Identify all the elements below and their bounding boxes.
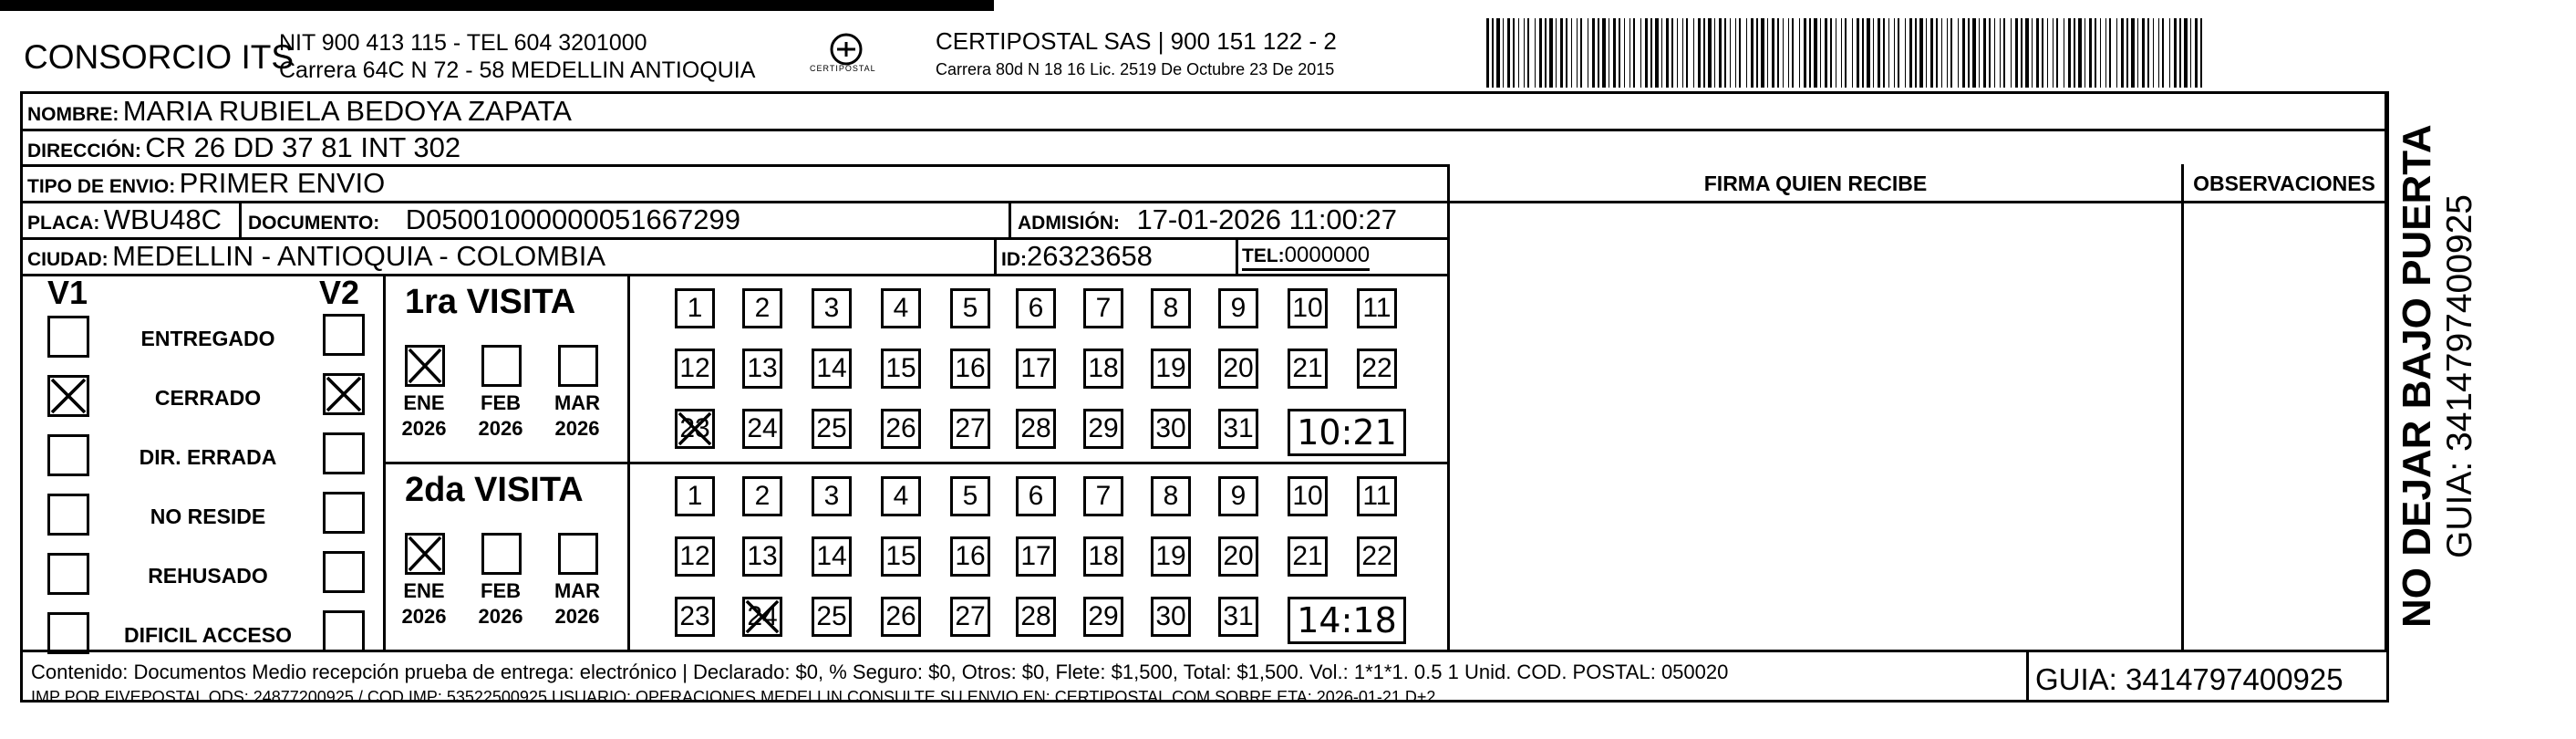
day-box-26[interactable]: 26 xyxy=(881,409,921,449)
barcode-bar xyxy=(2131,18,2135,88)
barcode-bar xyxy=(2121,18,2124,88)
day-box-17[interactable]: 17 xyxy=(1016,349,1056,389)
barcode-bar xyxy=(2074,18,2075,88)
id-value: 26323658 xyxy=(1027,240,1153,272)
v1-header: V1 xyxy=(47,274,88,311)
status-label: DIFICIL ACCESO xyxy=(123,623,292,647)
barcode-bar xyxy=(1496,18,1500,88)
day-box-22[interactable]: 22 xyxy=(1357,536,1397,577)
barcode-bar xyxy=(1592,18,1595,88)
barcode-bar xyxy=(1624,18,1625,88)
placa-label: PLACA: xyxy=(27,213,100,234)
barcode-bar xyxy=(1919,18,1923,88)
documento-cell xyxy=(248,203,740,236)
day-box-24[interactable]: 24 xyxy=(742,409,782,449)
v1-checkbox-1[interactable] xyxy=(47,375,89,417)
barcode-bar xyxy=(1947,18,1948,88)
day-box-28[interactable]: 28 xyxy=(1016,409,1056,449)
barcode-bar xyxy=(1686,18,1688,88)
documento-value: D05001000000051667299 xyxy=(405,203,740,235)
ciudad-label: CIUDAD: xyxy=(27,249,109,270)
barcode-bar xyxy=(1513,18,1515,88)
barcode-bar xyxy=(1809,18,1811,88)
day-box-13[interactable]: 13 xyxy=(742,349,782,389)
day-box-18[interactable]: 18 xyxy=(1083,349,1123,389)
day-box-15[interactable]: 15 xyxy=(881,536,921,577)
day-box-16[interactable]: 16 xyxy=(950,536,990,577)
barcode-bar xyxy=(1730,18,1731,88)
direccion-label: DIRECCIÓN: xyxy=(27,141,141,161)
barcode-bar xyxy=(2169,18,2170,88)
barcode-bar xyxy=(1883,18,1885,88)
status-label: ENTREGADO xyxy=(140,327,275,350)
firma-header: FIRMA QUIEN RECIBE xyxy=(1703,172,1928,195)
check-x-icon xyxy=(326,376,362,412)
barcode-bar xyxy=(2116,18,2117,88)
barcode-bar xyxy=(2137,18,2138,88)
barcode-bar xyxy=(2195,18,2198,88)
day-box-9[interactable]: 9 xyxy=(1218,288,1258,328)
company-address: Carrera 64C N 72 - 58 MEDELLIN ANTIOQUIA xyxy=(279,57,756,83)
day-box-7[interactable]: 7 xyxy=(1083,476,1123,516)
barcode-bar xyxy=(1714,18,1715,88)
barcode-bar xyxy=(2032,18,2033,88)
v2-checkbox-4[interactable] xyxy=(323,551,365,593)
day-box-19[interactable]: 19 xyxy=(1151,536,1191,577)
barcode-bar xyxy=(1830,18,1832,88)
barcode-bar xyxy=(2047,18,2048,88)
barcode-bar xyxy=(1926,18,1927,88)
month-checkbox[interactable] xyxy=(405,533,445,575)
check-x-icon xyxy=(678,411,712,446)
tel-label: TEL: xyxy=(1242,245,1285,266)
barcode-bar xyxy=(1772,18,1774,88)
barcode-bar xyxy=(1486,18,1489,88)
barcode-bar xyxy=(1535,18,1536,88)
month-year: 2026 xyxy=(478,605,523,628)
ciudad-cell xyxy=(27,240,605,273)
month-year: 2026 xyxy=(401,605,447,628)
barcode-bar xyxy=(2142,18,2145,88)
company-info xyxy=(279,29,755,84)
company-name: CONSORCIO ITS xyxy=(24,38,295,76)
day-box-14[interactable]: 14 xyxy=(812,536,852,577)
barcode-bar xyxy=(1560,18,1563,88)
barcode-bar xyxy=(1492,18,1494,88)
barcode-bar xyxy=(1862,18,1864,88)
v1-checkbox-3[interactable] xyxy=(47,494,89,536)
placa-value: WBU48C xyxy=(103,203,222,235)
month-checkbox[interactable] xyxy=(481,345,522,387)
barcode-bar xyxy=(1693,18,1694,88)
observaciones-header: OBSERVACIONES xyxy=(2193,172,2375,195)
barcode-bar xyxy=(1804,18,1806,88)
day-box-30[interactable]: 30 xyxy=(1151,409,1191,449)
barcode-bar xyxy=(1968,18,1970,88)
barcode-bar xyxy=(1799,18,1800,88)
barcode-bar xyxy=(1989,18,1991,88)
barcode-bar xyxy=(1527,18,1529,88)
barcode-bar xyxy=(2056,18,2058,88)
barcode-bar xyxy=(1777,18,1779,88)
day-box-20[interactable]: 20 xyxy=(1218,349,1258,389)
barcode-bar xyxy=(1962,18,1965,88)
day-box-22[interactable]: 22 xyxy=(1357,349,1397,389)
barcode-bar xyxy=(1633,18,1635,88)
barcode-bar xyxy=(1708,18,1712,88)
barcode-bar xyxy=(1994,18,1995,88)
barcode-bar xyxy=(1577,18,1578,88)
tipo-value: PRIMER ENVIO xyxy=(179,167,386,199)
check-x-icon xyxy=(50,378,87,414)
barcode-bar xyxy=(2036,18,2039,88)
barcode-bar xyxy=(1751,18,1754,88)
barcode-bar xyxy=(1841,18,1842,88)
status-label: CERRADO xyxy=(154,386,262,410)
day-box-2[interactable]: 2 xyxy=(742,476,782,516)
frame-divider xyxy=(2385,91,2387,650)
barcode-bar xyxy=(1867,18,1870,88)
barcode-bar xyxy=(1894,18,1895,88)
barcode-bar xyxy=(1661,18,1662,88)
barcode-bar xyxy=(2105,18,2106,88)
barcode-bar xyxy=(2190,18,2191,88)
certipostal-logo-icon xyxy=(819,29,874,84)
barcode-bar xyxy=(1888,18,1889,88)
barcode-bar xyxy=(1767,18,1768,88)
ciudad-value: MEDELLIN - ANTIOQUIA - COLOMBIA xyxy=(112,240,605,272)
month-label xyxy=(392,578,456,630)
barcode-bar xyxy=(1703,18,1705,88)
barcode-bar xyxy=(2021,18,2023,88)
barcode-bar xyxy=(1613,18,1616,88)
visit-time[interactable]: 14:18 xyxy=(1288,597,1406,644)
barcode-bar xyxy=(2053,18,2054,88)
day-box-9[interactable]: 9 xyxy=(1218,476,1258,516)
barcode-bar xyxy=(2078,18,2082,88)
day-box-6[interactable]: 6 xyxy=(1016,288,1056,328)
footer-impresion: IMP POR FIVEPOSTAL ODS: 24877200925 / COD.IMP: 53522500925 USUARIO: OPERACIONES MEDELLIN CONSULTE SU ENVIO EN: CERTIPOSTAL.COM SOBRE ETA: 2026-01-21 D+2 xyxy=(31,688,1436,706)
day-box-31[interactable]: 31 xyxy=(1218,409,1258,449)
barcode-bar xyxy=(1983,18,1986,88)
barcode-bar xyxy=(1788,18,1789,88)
barcode-bar xyxy=(1746,18,1747,88)
barcode-bar xyxy=(2011,18,2012,88)
admision-cell xyxy=(1018,203,1397,236)
day-box-15[interactable]: 15 xyxy=(881,349,921,389)
barcode-bar xyxy=(1655,18,1659,88)
admision-value: 17-01-2026 11:00:27 xyxy=(1136,203,1398,235)
barcode-bar xyxy=(1549,18,1553,88)
v1-checkbox-2[interactable] xyxy=(47,434,89,476)
day-box-3[interactable]: 3 xyxy=(812,476,852,516)
nombre-value: MARIA RUBIELA BEDOYA ZAPATA xyxy=(122,95,572,127)
barcode-bar xyxy=(2109,18,2111,88)
v2-header: V2 xyxy=(319,274,360,311)
logo-text: CERTIPOSTAL xyxy=(810,64,876,73)
v2-checkbox-2[interactable] xyxy=(323,432,365,474)
month-name: MAR xyxy=(553,579,601,602)
day-box-12[interactable]: 12 xyxy=(675,349,715,389)
barcode-bar xyxy=(1972,18,1976,88)
tipo-label: TIPO DE ENVIO: xyxy=(27,176,176,197)
barcode-bar xyxy=(1666,18,1669,88)
barcode-bar xyxy=(1792,18,1794,88)
check-x-icon xyxy=(408,536,442,572)
barcode-bar xyxy=(1852,18,1853,88)
barcode-bar xyxy=(1878,18,1880,88)
day-box-23[interactable]: 23 xyxy=(675,409,715,449)
day-box-5[interactable]: 5 xyxy=(950,476,990,516)
month-checkbox[interactable] xyxy=(405,345,445,387)
month-label xyxy=(469,578,533,630)
barcode-bar xyxy=(2147,18,2149,88)
barcode-bar xyxy=(2003,18,2005,88)
barcode-bar xyxy=(1724,18,1726,88)
visit-time[interactable]: 10:21 xyxy=(1288,409,1406,456)
day-box-31[interactable]: 31 xyxy=(1218,597,1258,637)
v2-checkbox-0[interactable] xyxy=(323,314,365,356)
barcode-bar xyxy=(2158,18,2159,88)
month-label xyxy=(545,578,609,630)
day-box-16[interactable]: 16 xyxy=(950,349,990,389)
barcode-bar xyxy=(1682,18,1683,88)
v2-checkbox-1[interactable] xyxy=(323,373,365,415)
top-border-bar xyxy=(0,0,994,11)
barcode-bar xyxy=(1825,18,1827,88)
day-box-8[interactable]: 8 xyxy=(1151,288,1191,328)
day-box-30[interactable]: 30 xyxy=(1151,597,1191,637)
month-year: 2026 xyxy=(401,417,447,440)
placa-cell xyxy=(27,203,222,236)
day-box-10[interactable]: 10 xyxy=(1288,476,1328,516)
barcode-bar xyxy=(1783,18,1784,88)
day-box-20[interactable]: 20 xyxy=(1218,536,1258,577)
barcode-bar xyxy=(1507,18,1510,88)
status-label: REHUSADO xyxy=(148,564,268,588)
id-cell xyxy=(1001,240,1153,273)
v2-checkbox-5[interactable] xyxy=(323,610,365,652)
barcode-bar xyxy=(2162,18,2164,88)
v2-checkbox-3[interactable] xyxy=(323,492,365,534)
barcode-bar xyxy=(1739,18,1741,88)
direccion-row xyxy=(27,131,460,164)
visit-title: 2da VISITA xyxy=(405,471,584,509)
id-label: ID: xyxy=(1001,249,1027,270)
month-checkbox[interactable] xyxy=(558,533,598,575)
day-box-10[interactable]: 10 xyxy=(1288,288,1328,328)
barcode-bar xyxy=(1524,18,1525,88)
firma-area[interactable] xyxy=(1450,203,2181,650)
barcode-bar xyxy=(1936,18,1938,88)
month-label xyxy=(545,390,609,442)
check-x-icon xyxy=(745,599,780,634)
barcode-bar xyxy=(2000,18,2001,88)
day-box-1[interactable]: 1 xyxy=(675,288,715,328)
v1-checkbox-5[interactable] xyxy=(47,612,89,654)
carrier-info: CERTIPOSTAL SAS | 900 151 122 - 2 xyxy=(936,27,1337,55)
barcode-bar xyxy=(2126,18,2128,88)
day-box-6[interactable]: 6 xyxy=(1016,476,1056,516)
company-nit: NIT 900 413 115 - TEL 604 3201000 xyxy=(279,30,647,56)
barcode-bar xyxy=(1645,18,1648,88)
barcode-bar xyxy=(2025,18,2029,88)
observaciones-area[interactable] xyxy=(2184,203,2385,650)
day-box-19[interactable]: 19 xyxy=(1151,349,1191,389)
barcode-bar xyxy=(2153,18,2154,88)
barcode-bar xyxy=(1571,18,1572,88)
visit-title: 1ra VISITA xyxy=(405,283,576,321)
barcode-bar xyxy=(1909,18,1912,88)
documento-label: DOCUMENTO: xyxy=(248,213,380,234)
v1-checkbox-0[interactable] xyxy=(47,316,89,358)
day-box-29[interactable]: 29 xyxy=(1083,597,1123,637)
status-label: DIR. ERRADA xyxy=(139,445,277,469)
barcode-bar xyxy=(1958,18,1959,88)
barcode-bar xyxy=(1735,18,1736,88)
barcode-bar xyxy=(1898,18,1899,88)
barcode-bar xyxy=(1873,18,1874,88)
month-year: 2026 xyxy=(554,605,600,628)
day-box-11[interactable]: 11 xyxy=(1357,288,1397,328)
admision-label: ADMISIÓN: xyxy=(1018,213,1120,234)
barcode-bar xyxy=(1905,18,1906,88)
nombre-row xyxy=(27,95,572,128)
day-box-3[interactable]: 3 xyxy=(812,288,852,328)
barcode-bar xyxy=(1845,18,1847,88)
barcode-bar xyxy=(2042,18,2043,88)
day-box-12[interactable]: 12 xyxy=(675,536,715,577)
barcode-bar xyxy=(1650,18,1652,88)
barcode-bar xyxy=(1602,18,1606,88)
month-name: MAR xyxy=(553,391,601,414)
barcode-bar xyxy=(1719,18,1722,88)
tel-value: 0000000 xyxy=(1284,243,1371,267)
barcode-bar xyxy=(1619,18,1620,88)
carrier-address: Carrera 80d N 18 16 Lic. 2519 De Octubre 23 De 2015 xyxy=(936,60,1335,78)
day-box-27[interactable]: 27 xyxy=(950,409,990,449)
barcode-bar xyxy=(1979,18,1980,88)
barcode-bar xyxy=(2015,18,2018,88)
day-box-25[interactable]: 25 xyxy=(812,409,852,449)
month-checkbox[interactable] xyxy=(558,345,598,387)
status-label: NO RESIDE xyxy=(150,505,266,528)
day-box-28[interactable]: 28 xyxy=(1016,597,1056,637)
direccion-value: CR 26 DD 37 81 INT 302 xyxy=(145,131,461,163)
barcode-bar xyxy=(1598,18,1599,88)
barcode-bar xyxy=(2200,18,2202,88)
day-box-5[interactable]: 5 xyxy=(950,288,990,328)
day-box-13[interactable]: 13 xyxy=(742,536,782,577)
day-box-8[interactable]: 8 xyxy=(1151,476,1191,516)
barcode-bar xyxy=(1761,18,1764,88)
month-label xyxy=(469,390,533,442)
month-name: FEB xyxy=(481,579,521,602)
barcode-bar xyxy=(1857,18,1859,88)
day-box-7[interactable]: 7 xyxy=(1083,288,1123,328)
barcode-bar xyxy=(2179,18,2181,88)
barcode xyxy=(1486,18,2207,88)
tel-cell xyxy=(1242,243,1370,271)
barcode-bar xyxy=(2095,18,2096,88)
barcode-bar xyxy=(1930,18,1933,88)
month-year: 2026 xyxy=(554,417,600,440)
barcode-bar xyxy=(1677,18,1678,88)
barcode-bar xyxy=(2100,18,2101,88)
check-x-icon xyxy=(408,348,442,384)
day-box-25[interactable]: 25 xyxy=(812,597,852,637)
barcode-bar xyxy=(1671,18,1673,88)
barcode-bar xyxy=(1629,18,1630,88)
day-box-17[interactable]: 17 xyxy=(1016,536,1056,577)
day-box-1[interactable]: 1 xyxy=(675,476,715,516)
barcode-bar xyxy=(1556,18,1557,88)
day-box-24[interactable]: 24 xyxy=(742,597,782,637)
barcode-bar xyxy=(1820,18,1821,88)
barcode-bar xyxy=(1915,18,1917,88)
barcode-bar xyxy=(1503,18,1504,88)
month-checkbox[interactable] xyxy=(481,533,522,575)
barcode-bar xyxy=(2089,18,2092,88)
v1-checkbox-4[interactable] xyxy=(47,553,89,595)
month-year: 2026 xyxy=(478,417,523,440)
day-box-4[interactable]: 4 xyxy=(881,476,921,516)
tipo-row xyxy=(27,167,385,200)
day-box-23[interactable]: 23 xyxy=(675,597,715,637)
barcode-bar xyxy=(1539,18,1542,88)
day-box-18[interactable]: 18 xyxy=(1083,536,1123,577)
month-label xyxy=(392,390,456,442)
day-box-27[interactable]: 27 xyxy=(950,597,990,637)
barcode-bar xyxy=(1950,18,1952,88)
day-box-4[interactable]: 4 xyxy=(881,288,921,328)
day-box-21[interactable]: 21 xyxy=(1288,349,1328,389)
day-box-21[interactable]: 21 xyxy=(1288,536,1328,577)
day-box-29[interactable]: 29 xyxy=(1083,409,1123,449)
no-dejar-bajo-puerta: NO DEJAR BAJO PUERTA xyxy=(2395,124,2439,628)
barcode-bar xyxy=(1580,18,1582,88)
barcode-bar xyxy=(2184,18,2188,88)
barcode-bar xyxy=(1640,18,1641,88)
day-box-14[interactable]: 14 xyxy=(812,349,852,389)
barcode-bar xyxy=(2174,18,2177,88)
footer-guia: GUIA: 3414797400925 xyxy=(2035,662,2343,696)
barcode-bar xyxy=(1698,18,1701,88)
footer-contenido: Contenido: Documentos Medio recepción prueba de entrega: electrónico | Declarado: $0, % Seguro: $0, Otros: $0, Flete: $1,500, Total: $1,500. Vol.: 1*1*1. 0.5 1 Unid. COD. POSTAL: 050020 xyxy=(31,661,1729,683)
barcode-bar xyxy=(2068,18,2071,88)
barcode-bar xyxy=(1545,18,1547,88)
day-box-11[interactable]: 11 xyxy=(1357,476,1397,516)
barcode-bar xyxy=(1941,18,1942,88)
month-name: FEB xyxy=(481,391,521,414)
side-guia: GUIA: 3414797400925 xyxy=(2440,194,2479,558)
nombre-label: NOMBRE: xyxy=(27,104,119,125)
barcode-bar xyxy=(1814,18,1817,88)
barcode-bar xyxy=(1756,18,1758,88)
day-box-26[interactable]: 26 xyxy=(881,597,921,637)
month-name: ENE xyxy=(403,579,445,602)
day-box-2[interactable]: 2 xyxy=(742,288,782,328)
barcode-bar xyxy=(1518,18,1519,88)
barcode-bar xyxy=(1566,18,1567,88)
month-name: ENE xyxy=(403,391,445,414)
